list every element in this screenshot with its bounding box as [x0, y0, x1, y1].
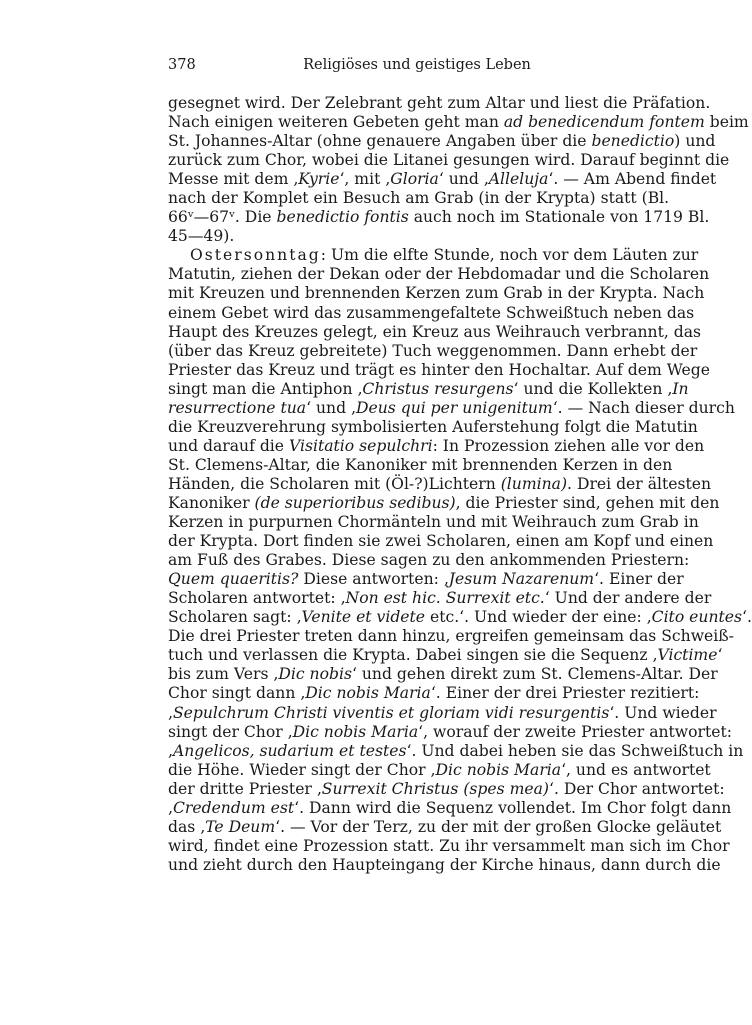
text-line [168, 94, 711, 113]
italic-phrase: Christus resurgens [362, 379, 514, 398]
text-run: ‘. Einer der drei Priester rezitiert: [430, 684, 700, 703]
text-run: Scholaren antwortet: ‚ [168, 589, 346, 608]
text-run: Messe mit dem ‚ [168, 170, 299, 189]
text-line [168, 151, 730, 170]
text-run: Matutin, ziehen der Dekan oder der Hebdomadar und die Scholaren [168, 265, 710, 284]
text-line [168, 855, 721, 875]
text-line [168, 627, 734, 646]
text-run: ‘ Und der andere der [544, 589, 712, 608]
italic-phrase: (lumina) [500, 474, 568, 493]
text-run: ‘. Und dabei heben sie das Schweißtuch in [406, 741, 744, 760]
text-run: ‘. — Vor der Terz, zu der mit der großen Glocke geläutet [275, 817, 722, 836]
italic-phrase: benedictio [591, 132, 675, 151]
italic-phrase: (de superioribus sedibus) [254, 493, 456, 512]
text-run: ‘. — Am Abend findet [548, 170, 717, 189]
text-run: am Fuß des Grabes. Diese sagen zu den ankommenden Priestern: [168, 551, 690, 570]
italic-phrase: Dic nobis Maria [435, 760, 562, 779]
text-run: und zieht durch den Haupteingang der Kirche hinaus, dann durch die [168, 855, 721, 874]
italic-phrase: Quem quaeritis? [168, 570, 299, 589]
text-run: singt man die Antiphon ‚ [168, 379, 363, 398]
text-run: mit Kreuzen und brennenden Kerzen zum Grab in der Krypta. Nach [168, 284, 705, 303]
text-run: : In Prozession ziehen alle vor den [432, 436, 705, 455]
text-line [168, 246, 699, 265]
text-run: Scholaren sagt: ‚ [168, 608, 302, 627]
text-run: Priester das Kreuz und trägt es hinter den Hochaltar. Auf dem Wege [168, 360, 710, 379]
text-line [168, 532, 714, 551]
text-line [168, 436, 705, 456]
italic-phrase: Kyrie [298, 170, 340, 189]
text-run: die Höhe. Wieder singt der Chor ‚ [168, 760, 436, 779]
text-line [168, 779, 725, 799]
text-run: das ‚ [168, 817, 206, 836]
text-run: ‘. Einer der [594, 570, 684, 589]
text-run: einem Gebet wird das zusammengefaltete Schweißtuch neben das [168, 303, 695, 322]
italic-phrase: Cito euntes [651, 608, 742, 627]
text-line [168, 722, 733, 742]
italic-phrase: resurrectione tua [168, 398, 307, 417]
text-run: ‘ und ‚ [438, 170, 489, 189]
text-run: Nach einigen weiteren Gebeten geht man [168, 113, 504, 132]
text-line [168, 703, 717, 723]
text-run: Kerzen in purpurnen Chormänteln und mit Weihrauch zum Grab in [168, 513, 699, 532]
italic-phrase: In [672, 379, 689, 398]
text-run: Haupt des Kreuzes gelegt, ein Kreuz aus Weihrauch verbrannt, das [168, 322, 702, 341]
text-run: bis zum Vers ‚ [168, 665, 279, 684]
text-line [168, 322, 702, 342]
text-run: singt der Chor ‚ [168, 722, 293, 741]
text-run: ‘ [717, 646, 723, 665]
text-line [168, 589, 712, 608]
text-run: St. Johannes-Altar (ohne genauere Angaben über die [168, 132, 592, 151]
text-run: Die drei Priester treten dann hinzu, ergreifen gemeinsam das Schweiß- [168, 627, 734, 646]
text-run: Chor singt dann ‚ [168, 684, 306, 703]
text-line [168, 170, 717, 189]
text-run: . Drei der ältesten [567, 474, 712, 493]
text-run: die Kreuzverehrung symbolisierten Auferstehung folgt die Matutin [168, 417, 698, 436]
text-line [168, 798, 732, 818]
text-line [168, 265, 710, 284]
text-line [168, 551, 690, 570]
text-line [168, 398, 735, 418]
text-run: ‘, und es antwortet [561, 760, 711, 779]
italic-phrase: Dic nobis [278, 665, 352, 684]
text-line [168, 513, 699, 532]
text-line [168, 208, 710, 227]
page-header [168, 57, 666, 77]
text-run: , die Priester sind, gehen mit den [455, 493, 720, 512]
text-run: ‘ und die Kollekten ‚ [513, 379, 673, 398]
text-run: nach der Komplet ein Besuch am Grab (in der Krypta) statt (Bl. [168, 189, 670, 208]
text-run: auch noch im Stationale von 1719 Bl. [408, 208, 710, 227]
text-line [168, 493, 720, 513]
italic-phrase: Surrexit Christus (spes mea) [321, 779, 550, 798]
text-run: ‘. Dann wird die Sequenz vollendet. Im Chor folgt dann [294, 798, 732, 817]
italic-phrase: Dic nobis Maria [292, 722, 419, 741]
text-line [168, 284, 705, 303]
spaced-heading: Ostersonntag [190, 246, 321, 265]
italic-phrase: Victime [657, 646, 718, 665]
text-run: Diese antworten: ‚ [298, 570, 449, 589]
text-run: und darauf die [168, 436, 289, 455]
text-run: ‘, mit ‚ [339, 170, 391, 189]
text-run: der Krypta. Dort finden sie zwei Scholaren, einen am Kopf und einen [168, 532, 714, 551]
text-run: ‘ und ‚ [306, 398, 356, 417]
text-run: ‘. Und wieder [609, 703, 717, 722]
text-run: ‘. — Nach dieser durch [552, 398, 735, 417]
italic-phrase: Angelicos, sudarium et testes [172, 741, 407, 760]
text-line [168, 570, 684, 589]
page-number: 378 [168, 57, 196, 73]
text-line [168, 684, 700, 703]
text-line [168, 665, 718, 684]
italic-phrase: Deus qui per unigenitum [355, 398, 553, 417]
italic-phrase: Te Deum [205, 817, 276, 836]
body-text [168, 94, 752, 875]
text-run: ‚ [168, 798, 173, 817]
text-line [168, 341, 698, 361]
text-line [168, 646, 723, 665]
text-run: beim [704, 113, 749, 132]
text-line [168, 189, 670, 208]
text-line [168, 760, 711, 780]
text-line [168, 417, 698, 437]
text-run: der dritte Priester ‚ [168, 779, 322, 798]
italic-phrase: Dic nobis Maria [305, 684, 431, 703]
text-run: ‘. [741, 608, 752, 627]
text-run: ‚ [168, 703, 173, 722]
italic-phrase: Gloria [390, 170, 439, 189]
italic-phrase: Alleluja [488, 170, 549, 189]
text-run: : Um die elfte Stunde, noch vor dem Läuten zur [320, 246, 699, 265]
text-run: Händen, die Scholaren mit (Öl-?)Lichtern [168, 474, 501, 493]
text-line [168, 113, 749, 132]
text-line [168, 741, 744, 761]
text-line [168, 360, 710, 380]
text-run: (über das Kreuz gebreitete) Tuch weggenommen. Dann erhebt der [168, 341, 698, 360]
italic-phrase: Visitatio sepulchri [288, 436, 433, 455]
text-run: tuch und verlassen die Krypta. Dabei singen sie die Sequenz ‚ [168, 646, 658, 665]
text-line [168, 608, 752, 627]
italic-phrase: Sepulchrum Christi viventis et gloriam vidi resurgentis [172, 703, 610, 722]
text-run: gesegnet wird. Der Zelebrant geht zum Altar und liest die Präfation. [168, 94, 711, 112]
text-line [168, 474, 712, 494]
text-run: 66ᵛ—67ᵛ. Die [168, 208, 277, 227]
text-run: 45—49). [168, 227, 235, 246]
text-line [168, 303, 695, 323]
text-line [168, 227, 666, 246]
italic-phrase: ad benedicendum fontem [503, 113, 705, 132]
text-run: St. Clemens-Altar, die Kanoniker mit brennenden Kerzen in den [168, 455, 673, 474]
text-run: ) und [674, 132, 716, 151]
text-run: ‘ und gehen direkt zum St. Clemens-Altar. Der [351, 665, 718, 684]
text-run: wird, findet eine Prozession statt. Zu ihr versammelt man sich im Chor [168, 836, 730, 855]
text-line [168, 132, 716, 151]
text-run: ‘, worauf der zweite Priester antwortet: [418, 722, 733, 741]
text-run: zurück zum Chor, wobei die Litanei gesungen wird. Darauf beginnt die [168, 151, 730, 170]
text-run: ‘. Der Chor antwortet: [549, 779, 725, 798]
text-line [168, 379, 689, 399]
italic-phrase: Jesum Nazarenum [448, 570, 595, 589]
italic-phrase: Venite et videte [301, 608, 426, 627]
text-run: ‚ [168, 741, 173, 760]
italic-phrase: benedictio fontis [276, 208, 409, 227]
text-line [168, 836, 730, 856]
text-line [168, 817, 722, 837]
italic-phrase: Non est hic. Surrexit etc. [345, 589, 545, 608]
text-line [168, 455, 673, 475]
text-run: Kanoniker [168, 493, 255, 512]
running-title: Religiöses und geistiges Leben [303, 57, 531, 73]
italic-phrase: Credendum est [172, 798, 295, 817]
text-run: etc.‘. Und wieder der eine: ‚ [425, 608, 652, 627]
